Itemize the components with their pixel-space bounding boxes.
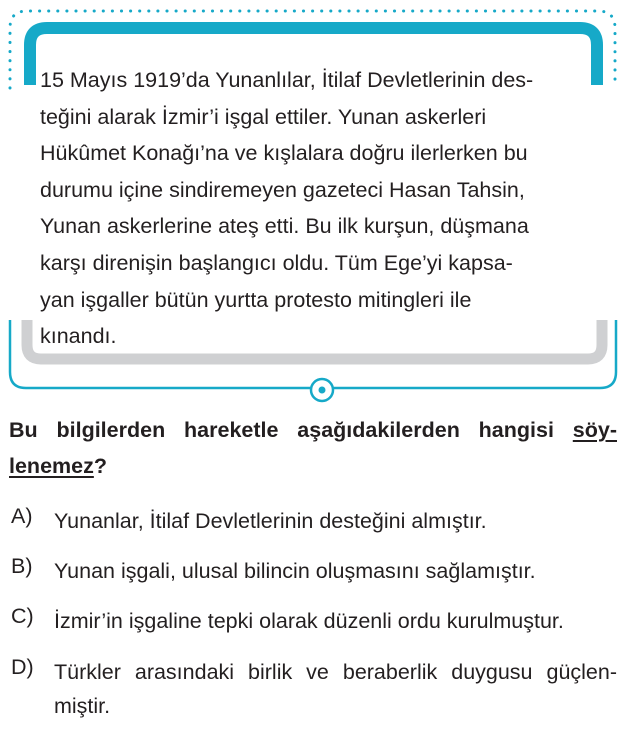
passage-line: Yunan askerlerine ateş etti. Bu ilk kurşun, düşmana xyxy=(40,214,529,239)
question-line-2 xyxy=(9,448,617,484)
passage-line: kınandı. xyxy=(40,324,117,349)
option-text: Yunan işgali, ulusal bilincin oluşmasını sağlamıştır. xyxy=(54,559,536,583)
passage-line: Hükûmet Konağı’na ve kışlalara doğru ilerlerken bu xyxy=(40,141,528,166)
question-prefix: Bu bilgilerden hareketle aşağıdakilerden hangisi xyxy=(9,418,554,442)
passage-line: yan işgaller bütün yurtta protesto mitingleri ile xyxy=(40,287,472,312)
option-text-line: Türkler arasındaki birlik ve beraberlik duygusu güçlen- xyxy=(54,660,617,684)
circle-marker-dot xyxy=(319,387,326,394)
passage-line: durumu içine sindiremeyen gazeteci Hasan Tahsin, xyxy=(40,177,525,202)
option-text xyxy=(54,655,617,723)
option-b[interactable] xyxy=(11,554,617,588)
option-a[interactable] xyxy=(11,504,617,538)
passage-line: karşı direnişin başlangıcı oldu. Tüm Ege’yi kapsa- xyxy=(40,250,513,275)
passage-line: teğini alarak İzmir’i işgal ettiler. Yunan askerleri xyxy=(40,104,487,129)
option-text: İzmir’in işgaline tepki olarak düzenli ordu kurulmuştur. xyxy=(54,609,564,633)
option-text: Yunanlar, İtilaf Devletlerinin desteğini almıştır. xyxy=(54,509,487,533)
option-letter: C) xyxy=(11,604,34,628)
passage-text xyxy=(40,62,580,355)
option-letter: D) xyxy=(11,655,34,679)
question-suffix: ? xyxy=(93,454,107,478)
question-underlined-1: söy- xyxy=(572,418,617,442)
passage-line: 15 Mayıs 1919’da Yunanlılar, İtilaf Devletlerinin des- xyxy=(40,68,534,92)
option-letter: A) xyxy=(11,504,33,528)
option-c[interactable] xyxy=(11,604,617,638)
option-d[interactable] xyxy=(11,655,617,723)
question-underlined-2: lenemez xyxy=(9,454,94,478)
option-text-line: miştir. xyxy=(54,694,111,718)
question-line-1 xyxy=(9,412,617,448)
option-letter: B) xyxy=(11,554,33,578)
question-stem xyxy=(9,412,617,484)
